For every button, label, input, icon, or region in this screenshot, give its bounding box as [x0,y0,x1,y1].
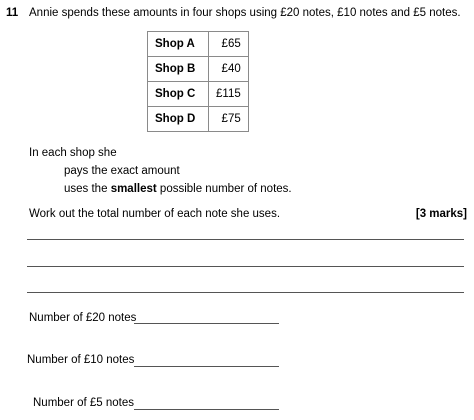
condition-text-after: possible number of notes. [159,183,292,195]
question-intro: Annie spends these amounts in four shops using £20 notes, £10 notes and £5 notes. [29,7,461,19]
answer-label-5-notes: Number of £5 notes [33,397,135,409]
working-line[interactable] [27,266,464,267]
condition-exact-amount: pays the exact amount [64,165,180,177]
table-row [148,32,249,57]
answer-label-10-notes: Number of £10 notes [27,354,135,366]
shop-name: Shop C [148,82,209,107]
working-line[interactable] [27,292,464,293]
shop-amount: £65 [209,32,249,57]
shop-amount: £115 [209,82,249,107]
shop-name: Shop B [148,57,209,82]
answer-field-10-notes[interactable] [134,366,279,367]
marks-badge: [3 marks] [415,208,467,220]
shops-table [147,31,249,132]
shop-name: Shop A [148,32,209,57]
answer-field-20-notes[interactable] [134,323,279,324]
table-row [148,82,249,107]
shop-amount: £75 [209,107,249,132]
working-line[interactable] [27,239,464,240]
shop-name: Shop D [148,107,209,132]
table-row [148,107,249,132]
condition-text-before: uses the [64,183,108,195]
instruction: Work out the total number of each note she uses. [29,208,281,220]
condition-smallest-notes [64,183,292,195]
shop-amount: £40 [209,57,249,82]
condition-emphasis: smallest [110,183,157,195]
question-number: 11 [6,7,19,19]
conditions-lead: In each shop she [29,147,117,159]
table-row [148,57,249,82]
answer-label-20-notes: Number of £20 notes [29,312,137,324]
answer-field-5-notes[interactable] [134,409,279,410]
